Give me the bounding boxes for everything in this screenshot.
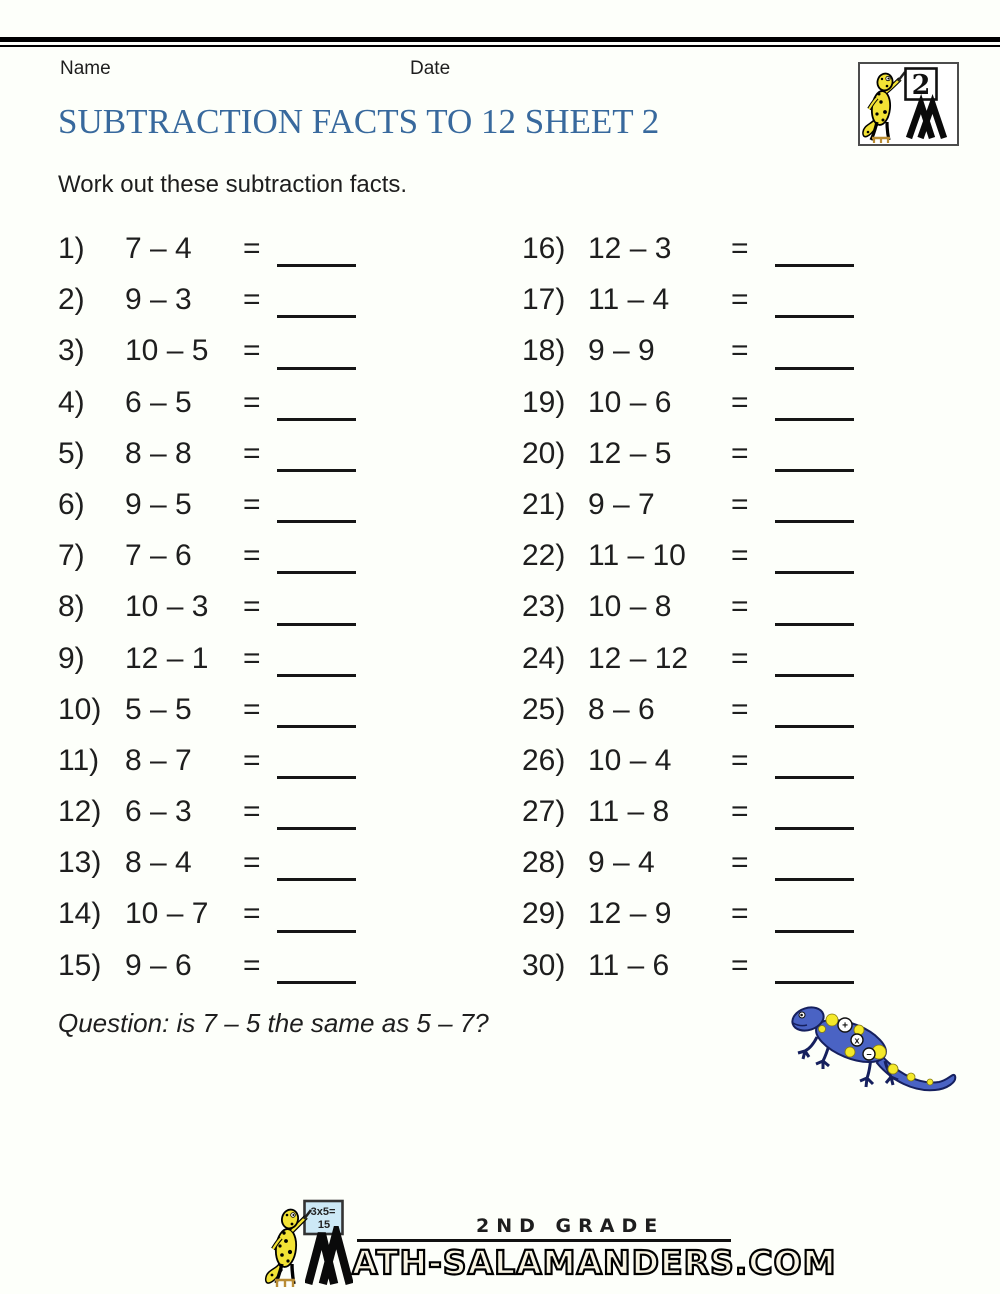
problem-number: 22) bbox=[522, 539, 566, 573]
problem-number: 13) bbox=[58, 846, 102, 880]
problem-number: 17) bbox=[522, 283, 566, 317]
problems-column-right bbox=[522, 223, 962, 991]
problem-number: 25) bbox=[522, 692, 566, 726]
name-field-label: Name bbox=[60, 58, 111, 79]
problem-number: 5) bbox=[58, 436, 85, 470]
answer-blank[interactable] bbox=[775, 776, 854, 779]
equals-sign: = bbox=[731, 283, 749, 317]
problem-expression: 10 – 4 bbox=[588, 743, 672, 777]
problem-row bbox=[58, 530, 468, 581]
answer-blank[interactable] bbox=[277, 776, 356, 779]
problem-expression: 6 – 5 bbox=[125, 385, 192, 419]
equals-sign: = bbox=[731, 385, 749, 419]
spot-times-symbol: x bbox=[854, 1035, 860, 1046]
answer-blank[interactable] bbox=[277, 725, 356, 728]
problem-number: 21) bbox=[522, 487, 566, 521]
problem-row bbox=[522, 735, 962, 786]
problem-row bbox=[522, 325, 962, 376]
answer-blank[interactable] bbox=[277, 367, 356, 370]
chalkboard-line2: 15 bbox=[317, 1219, 331, 1231]
equals-sign: = bbox=[243, 743, 261, 777]
equals-sign: = bbox=[731, 232, 749, 265]
answer-blank[interactable] bbox=[775, 520, 854, 523]
problem-expression: 6 – 3 bbox=[125, 795, 192, 829]
problem-number: 19) bbox=[522, 385, 566, 419]
gecko-body bbox=[274, 1228, 298, 1268]
problem-number: 30) bbox=[522, 948, 566, 982]
equals-sign: = bbox=[243, 283, 261, 317]
equals-sign: = bbox=[243, 590, 261, 624]
problem-number: 18) bbox=[522, 334, 566, 368]
answer-blank[interactable] bbox=[775, 367, 854, 370]
problem-number: 29) bbox=[522, 897, 566, 931]
answer-blank[interactable] bbox=[775, 827, 854, 830]
problem-row bbox=[522, 377, 962, 428]
problem-number: 1) bbox=[58, 232, 85, 265]
problem-row bbox=[522, 888, 962, 939]
problem-number: 27) bbox=[522, 795, 566, 829]
answer-blank[interactable] bbox=[277, 469, 356, 472]
answer-blank[interactable] bbox=[775, 315, 854, 318]
problem-expression: 10 – 6 bbox=[588, 385, 672, 419]
footer-branding bbox=[0, 1196, 1000, 1294]
problem-expression: 8 – 7 bbox=[125, 743, 192, 777]
spot-minus-symbol: − bbox=[866, 1049, 872, 1060]
answer-blank[interactable] bbox=[277, 623, 356, 626]
answer-blank[interactable] bbox=[775, 981, 854, 984]
problem-expression: 8 – 4 bbox=[125, 846, 192, 880]
problem-row bbox=[522, 428, 962, 479]
answer-blank[interactable] bbox=[775, 878, 854, 881]
equals-sign: = bbox=[731, 590, 749, 624]
problem-expression: 9 – 4 bbox=[588, 846, 655, 880]
problem-row bbox=[522, 684, 962, 735]
equals-sign: = bbox=[243, 948, 261, 982]
answer-blank[interactable] bbox=[775, 674, 854, 677]
equals-sign: = bbox=[243, 385, 261, 419]
top-rule-thin-line bbox=[0, 45, 1000, 47]
equals-sign: = bbox=[731, 948, 749, 982]
problem-number: 7) bbox=[58, 539, 85, 573]
answer-blank[interactable] bbox=[775, 623, 854, 626]
equals-sign: = bbox=[243, 641, 261, 675]
problem-expression: 10 – 3 bbox=[125, 590, 209, 624]
problem-expression: 12 – 12 bbox=[588, 641, 689, 675]
salamander-illustration bbox=[787, 997, 963, 1098]
problem-expression: 10 – 8 bbox=[588, 590, 672, 624]
problem-row bbox=[58, 479, 468, 530]
problem-row bbox=[58, 274, 468, 325]
equals-sign: = bbox=[731, 436, 749, 470]
worksheet-title: SUBTRACTION FACTS TO 12 SHEET 2 bbox=[58, 102, 660, 141]
problem-expression: 11 – 10 bbox=[588, 539, 686, 573]
problem-expression: 12 – 9 bbox=[588, 897, 672, 931]
answer-blank[interactable] bbox=[775, 571, 854, 574]
problem-expression: 8 – 6 bbox=[588, 692, 655, 726]
problem-expression: 12 – 1 bbox=[125, 641, 209, 675]
problem-expression: 12 – 3 bbox=[588, 232, 672, 265]
problem-row bbox=[58, 377, 468, 428]
problem-number: 9) bbox=[58, 641, 85, 675]
problem-expression: 11 – 4 bbox=[588, 283, 670, 317]
problem-number: 14) bbox=[58, 897, 102, 931]
problem-row bbox=[58, 581, 468, 632]
problem-row bbox=[58, 735, 468, 786]
footer-site-name: ATH-SALAMANDERS.COM bbox=[352, 1243, 837, 1282]
spot-plus-symbol: + bbox=[842, 1020, 848, 1032]
problem-number: 15) bbox=[58, 948, 102, 982]
equals-sign: = bbox=[731, 795, 749, 829]
answer-blank[interactable] bbox=[775, 930, 854, 933]
problem-row bbox=[58, 325, 468, 376]
problem-expression: 11 – 6 bbox=[588, 948, 670, 982]
footer-letter-m-graphic bbox=[305, 1226, 353, 1286]
answer-blank[interactable] bbox=[277, 878, 356, 881]
problem-expression: 10 – 5 bbox=[125, 334, 209, 368]
logo-letter-m bbox=[909, 104, 944, 138]
problem-expression: 11 – 8 bbox=[588, 795, 670, 829]
problem-row bbox=[522, 837, 962, 888]
problem-number: 11) bbox=[58, 743, 100, 777]
answer-blank[interactable] bbox=[277, 981, 356, 984]
answer-blank[interactable] bbox=[277, 930, 356, 933]
problem-number: 26) bbox=[522, 743, 566, 777]
problem-expression: 12 – 5 bbox=[588, 436, 672, 470]
problem-number: 23) bbox=[522, 590, 566, 624]
equals-sign: = bbox=[731, 539, 749, 573]
bonus-question-text: Question: is 7 – 5 the same as 5 – 7? bbox=[58, 1008, 489, 1038]
top-rule-thick-line bbox=[0, 37, 1000, 42]
answer-blank[interactable] bbox=[277, 674, 356, 677]
problem-expression: 8 – 8 bbox=[125, 436, 192, 470]
answer-blank[interactable] bbox=[775, 725, 854, 728]
equals-sign: = bbox=[243, 539, 261, 573]
math-salamanders-corner-logo bbox=[858, 62, 959, 146]
problem-number: 28) bbox=[522, 846, 566, 880]
problem-row bbox=[58, 428, 468, 479]
footer-grade-text: 2ND GRADE bbox=[476, 1215, 665, 1237]
problem-row bbox=[58, 888, 468, 939]
top-border-rule bbox=[0, 37, 1000, 47]
logo-grade-number: 2 bbox=[911, 70, 931, 101]
equals-sign: = bbox=[731, 897, 749, 931]
blue-salamander-image bbox=[787, 997, 963, 1098]
problem-row bbox=[58, 786, 468, 837]
problem-expression: 9 – 6 bbox=[125, 948, 192, 982]
answer-blank[interactable] bbox=[277, 315, 356, 318]
problem-row bbox=[58, 940, 468, 991]
problem-row bbox=[522, 223, 962, 274]
equals-sign: = bbox=[243, 692, 261, 726]
problem-row bbox=[522, 786, 962, 837]
problem-number: 20) bbox=[522, 436, 566, 470]
corner-logo-graphic bbox=[860, 64, 957, 144]
problem-row bbox=[58, 837, 468, 888]
problem-row bbox=[522, 530, 962, 581]
problems-column-left bbox=[58, 223, 468, 991]
problem-expression: 9 – 9 bbox=[588, 334, 655, 368]
problem-expression: 5 – 5 bbox=[125, 692, 192, 726]
footer-divider-line bbox=[357, 1239, 731, 1242]
problem-number: 2) bbox=[58, 283, 85, 317]
equals-sign: = bbox=[243, 232, 261, 265]
equals-sign: = bbox=[731, 692, 749, 726]
problem-row bbox=[522, 274, 962, 325]
answer-blank[interactable] bbox=[277, 827, 356, 830]
answer-blank[interactable] bbox=[277, 520, 356, 523]
answer-blank[interactable] bbox=[775, 264, 854, 267]
problem-number: 4) bbox=[58, 385, 85, 419]
footer-letter-m bbox=[305, 1226, 353, 1286]
equals-sign: = bbox=[731, 743, 749, 777]
problem-row bbox=[58, 223, 468, 274]
problem-row bbox=[522, 479, 962, 530]
problem-expression: 9 – 3 bbox=[125, 283, 192, 317]
answer-blank[interactable] bbox=[775, 418, 854, 421]
answer-blank[interactable] bbox=[277, 571, 356, 574]
problem-row bbox=[58, 684, 468, 735]
problem-number: 10) bbox=[58, 692, 102, 726]
equals-sign: = bbox=[243, 795, 261, 829]
problem-number: 12) bbox=[58, 795, 102, 829]
gecko-body bbox=[870, 90, 891, 126]
equals-sign: = bbox=[243, 897, 261, 931]
equals-sign: = bbox=[731, 487, 749, 521]
equals-sign: = bbox=[731, 334, 749, 368]
problem-expression: 7 – 4 bbox=[125, 232, 192, 265]
problem-number: 24) bbox=[522, 641, 566, 675]
answer-blank[interactable] bbox=[277, 418, 356, 421]
problem-number: 16) bbox=[522, 232, 566, 265]
problem-expression: 7 – 6 bbox=[125, 539, 192, 573]
problem-row bbox=[522, 940, 962, 991]
problem-expression: 9 – 7 bbox=[588, 487, 655, 521]
problem-number: 3) bbox=[58, 334, 85, 368]
problem-row bbox=[522, 633, 962, 684]
problem-row bbox=[58, 633, 468, 684]
problem-number: 8) bbox=[58, 590, 85, 624]
equals-sign: = bbox=[243, 334, 261, 368]
equals-sign: = bbox=[243, 846, 261, 880]
problem-row bbox=[522, 581, 962, 632]
problems-section bbox=[0, 223, 1000, 991]
equals-sign: = bbox=[731, 846, 749, 880]
pencil-icon bbox=[898, 72, 905, 81]
equals-sign: = bbox=[731, 641, 749, 675]
equals-sign: = bbox=[243, 436, 261, 470]
instructions-text: Work out these subtraction facts. bbox=[58, 171, 408, 198]
problem-expression: 9 – 5 bbox=[125, 487, 192, 521]
equals-sign: = bbox=[243, 487, 261, 521]
chalkboard-line1: 3x5= bbox=[310, 1206, 336, 1218]
answer-blank[interactable] bbox=[277, 264, 356, 267]
answer-blank[interactable] bbox=[775, 469, 854, 472]
problem-number: 6) bbox=[58, 487, 85, 521]
problem-expression: 10 – 7 bbox=[125, 897, 209, 931]
date-field-label: Date bbox=[410, 58, 451, 79]
